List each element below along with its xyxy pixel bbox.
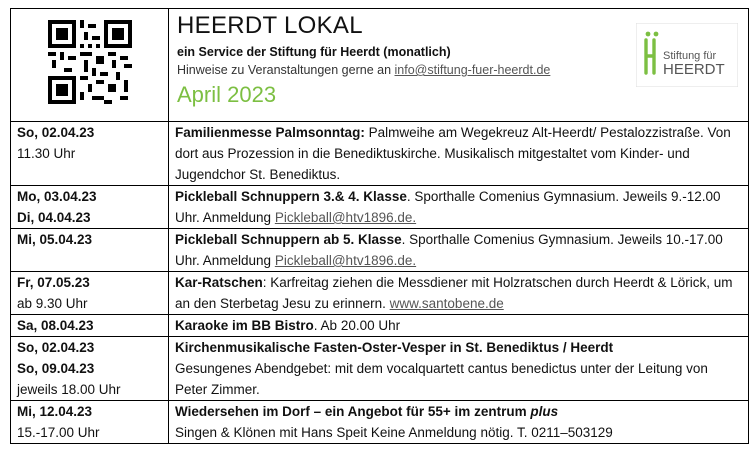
header-row	[11, 9, 749, 122]
event-text: : Karfreitag ziehen die Messdiener mit Holzratschen durch Heerdt & Lörick, um an den Sterbetag Jesu zu erinnern.	[175, 275, 733, 311]
table-row	[11, 337, 749, 401]
date-cell	[11, 337, 169, 401]
event-time: 11.30 Uhr	[17, 146, 76, 161]
event-text: Singen & Klönen mit Hans Speit Keine Anmeldung nötig. T. 0211–503129	[175, 425, 613, 440]
event-cell	[169, 272, 749, 315]
event-title: Karaoke im BB Bistro	[175, 318, 314, 333]
table-row	[11, 272, 749, 315]
event-text: . Sporthalle Comenius Gymnasium. Jeweils 9.-12.00 Uhr. Anmeldung	[175, 189, 721, 225]
logo-line2: HEERDT	[663, 61, 725, 78]
events-table	[10, 8, 749, 444]
event-date: Di, 04.04.23	[17, 210, 91, 225]
date-cell	[11, 315, 169, 337]
event-cell	[169, 229, 749, 272]
event-time: ab 9.30 Uhr	[17, 296, 88, 311]
event-text: Palmweihe am Wegekreuz Alt-Heerdt/ Pestalozzistraße. Von dort aus Prozession in die Benediktuskirche. Musikalisch mitgestaltet vom Kinder- und Jugendchor St. Benediktus.	[175, 125, 731, 182]
event-cell	[169, 337, 749, 401]
event-title: Pickleball Schnuppern ab 5. Klasse	[175, 232, 402, 247]
event-title-italic: plus	[530, 404, 559, 419]
event-date: Mi, 05.04.23	[17, 232, 93, 247]
date-cell	[11, 122, 169, 186]
event-date: Mi, 12.04.23	[17, 404, 93, 419]
date-cell	[11, 186, 169, 229]
event-cell	[169, 315, 749, 337]
event-title: Wiedersehen im Dorf – ein Angebot für 55+ im zentrum	[175, 404, 531, 419]
date-cell	[11, 272, 169, 315]
table-row	[11, 315, 749, 337]
event-text: . Ab 20.00 Uhr	[313, 318, 401, 333]
event-time: jeweils 18.00 Uhr	[17, 382, 121, 397]
header-cell	[169, 9, 749, 122]
event-link[interactable]: Pickleball@htv1896.de.	[274, 253, 417, 268]
event-cell	[169, 122, 749, 186]
page-subtitle: ein Service der Stiftung für Heerdt (monatlich)	[177, 45, 451, 59]
event-date: So, 09.04.23	[17, 361, 95, 376]
page-title: HEERDT LOKAL	[177, 12, 363, 39]
event-text: . Sporthalle Comenius Gymnasium. Jeweils 10.-17.00 Uhr. Anmeldung	[175, 232, 723, 268]
table-row	[11, 122, 749, 186]
event-date: So, 02.04.23	[17, 340, 95, 355]
table-row	[11, 186, 749, 229]
event-cell	[169, 401, 749, 444]
logo-line1: Stiftung für	[663, 50, 717, 62]
date-cell	[11, 401, 169, 444]
event-text: Gesungenes Abendgebet: mit dem vocalquartett cantus benedictus unter der Leitung von Peter Zimmer.	[175, 361, 708, 397]
event-link[interactable]: www.santobene.de	[389, 296, 504, 311]
contact-hint-text: Hinweise zu Veranstaltungen gerne an	[177, 63, 395, 77]
event-date: So, 02.04.23	[17, 125, 95, 140]
event-title: Pickleball Schnuppern 3.& 4. Klasse	[175, 189, 407, 204]
qr-code-icon[interactable]	[48, 20, 132, 104]
event-title: Kirchenmusikalische Fasten-Oster-Vesper in St. Benediktus / Heerdt	[175, 340, 614, 355]
month-label: April 2023	[177, 82, 277, 107]
event-title: Kar-Ratschen	[175, 275, 263, 290]
date-cell	[11, 229, 169, 272]
table-row	[11, 401, 749, 444]
event-title: Familienmesse Palmsonntag:	[175, 125, 365, 140]
stiftung-logo-icon	[636, 23, 738, 87]
event-date: Fr, 07.05.23	[17, 275, 90, 290]
qr-cell	[11, 9, 169, 122]
email-link[interactable]: info@stiftung-fuer-heerdt.de	[394, 63, 551, 77]
event-cell	[169, 186, 749, 229]
table-row	[11, 229, 749, 272]
event-time: 15.-17.00 Uhr	[17, 425, 100, 440]
event-link[interactable]: Pickleball@htv1896.de.	[274, 210, 417, 225]
event-date: Mo, 03.04.23	[17, 189, 97, 204]
event-date: Sa, 08.04.23	[17, 318, 94, 333]
